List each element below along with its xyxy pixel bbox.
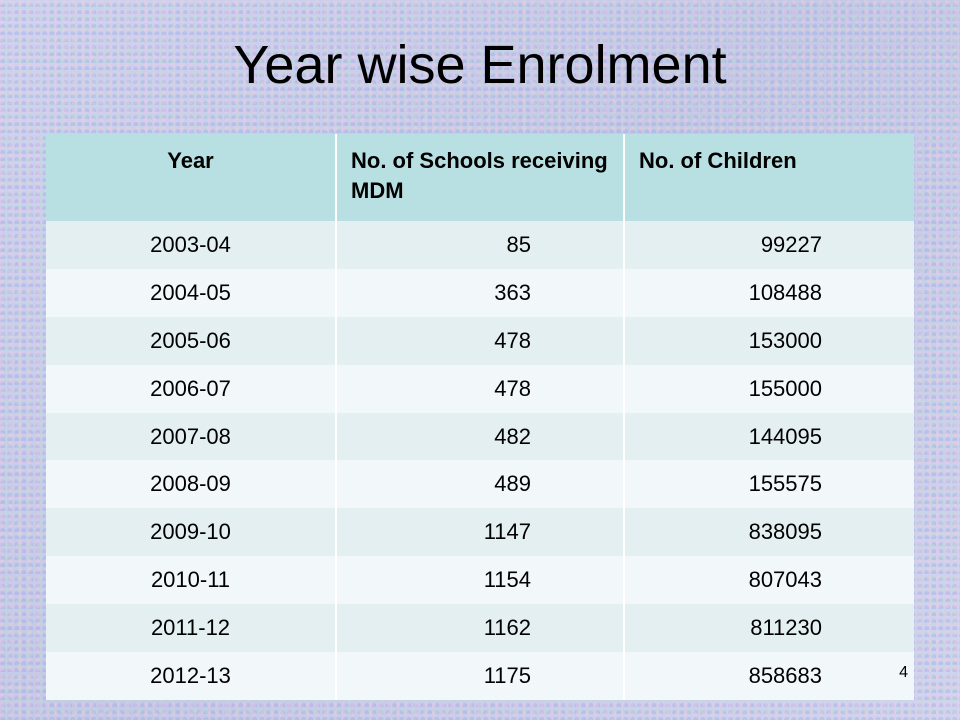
cell-children: 811230 — [624, 604, 914, 652]
cell-children: 153000 — [624, 317, 914, 365]
cell-year: 2009-10 — [46, 508, 336, 556]
slide-title: Year wise Enrolment — [233, 35, 727, 95]
cell-children: 838095 — [624, 508, 914, 556]
table-row — [46, 365, 914, 413]
page-number: 4 — [899, 664, 908, 681]
cell-children: 807043 — [624, 556, 914, 604]
table-row — [46, 317, 914, 365]
cell-children: 155000 — [624, 365, 914, 413]
cell-schools: 482 — [336, 413, 624, 461]
cell-year: 2006-07 — [46, 365, 336, 413]
table-row — [46, 460, 914, 508]
cell-schools: 1147 — [336, 508, 624, 556]
table-row — [46, 508, 914, 556]
cell-year: 2008-09 — [46, 460, 336, 508]
table-row — [46, 413, 914, 461]
cell-year: 2012-13 — [46, 652, 336, 700]
cell-children: 144095 — [624, 413, 914, 461]
header-children: No. of Children — [624, 134, 914, 221]
cell-year: 2007-08 — [46, 413, 336, 461]
cell-schools: 1162 — [336, 604, 624, 652]
cell-children: 858683 — [624, 652, 914, 700]
cell-schools: 85 — [336, 221, 624, 269]
cell-schools: 478 — [336, 317, 624, 365]
table-body — [46, 221, 914, 700]
table-row — [46, 221, 914, 269]
cell-year: 2004-05 — [46, 269, 336, 317]
cell-children: 99227 — [624, 221, 914, 269]
table-row — [46, 556, 914, 604]
header-schools: No. of Schools receiving MDM — [336, 134, 624, 221]
table-row — [46, 604, 914, 652]
cell-schools: 1175 — [336, 652, 624, 700]
table-header-row — [46, 134, 914, 221]
cell-year: 2010-11 — [46, 556, 336, 604]
cell-children: 108488 — [624, 269, 914, 317]
cell-schools: 1154 — [336, 556, 624, 604]
header-year: Year — [46, 134, 336, 221]
cell-schools: 363 — [336, 269, 624, 317]
cell-schools: 489 — [336, 460, 624, 508]
cell-children: 155575 — [624, 460, 914, 508]
cell-schools: 478 — [336, 365, 624, 413]
cell-year: 2005-06 — [46, 317, 336, 365]
enrolment-table-container — [46, 134, 914, 700]
enrolment-table — [46, 134, 914, 700]
table-row — [46, 652, 914, 700]
cell-year: 2011-12 — [46, 604, 336, 652]
table-row — [46, 269, 914, 317]
cell-year: 2003-04 — [46, 221, 336, 269]
